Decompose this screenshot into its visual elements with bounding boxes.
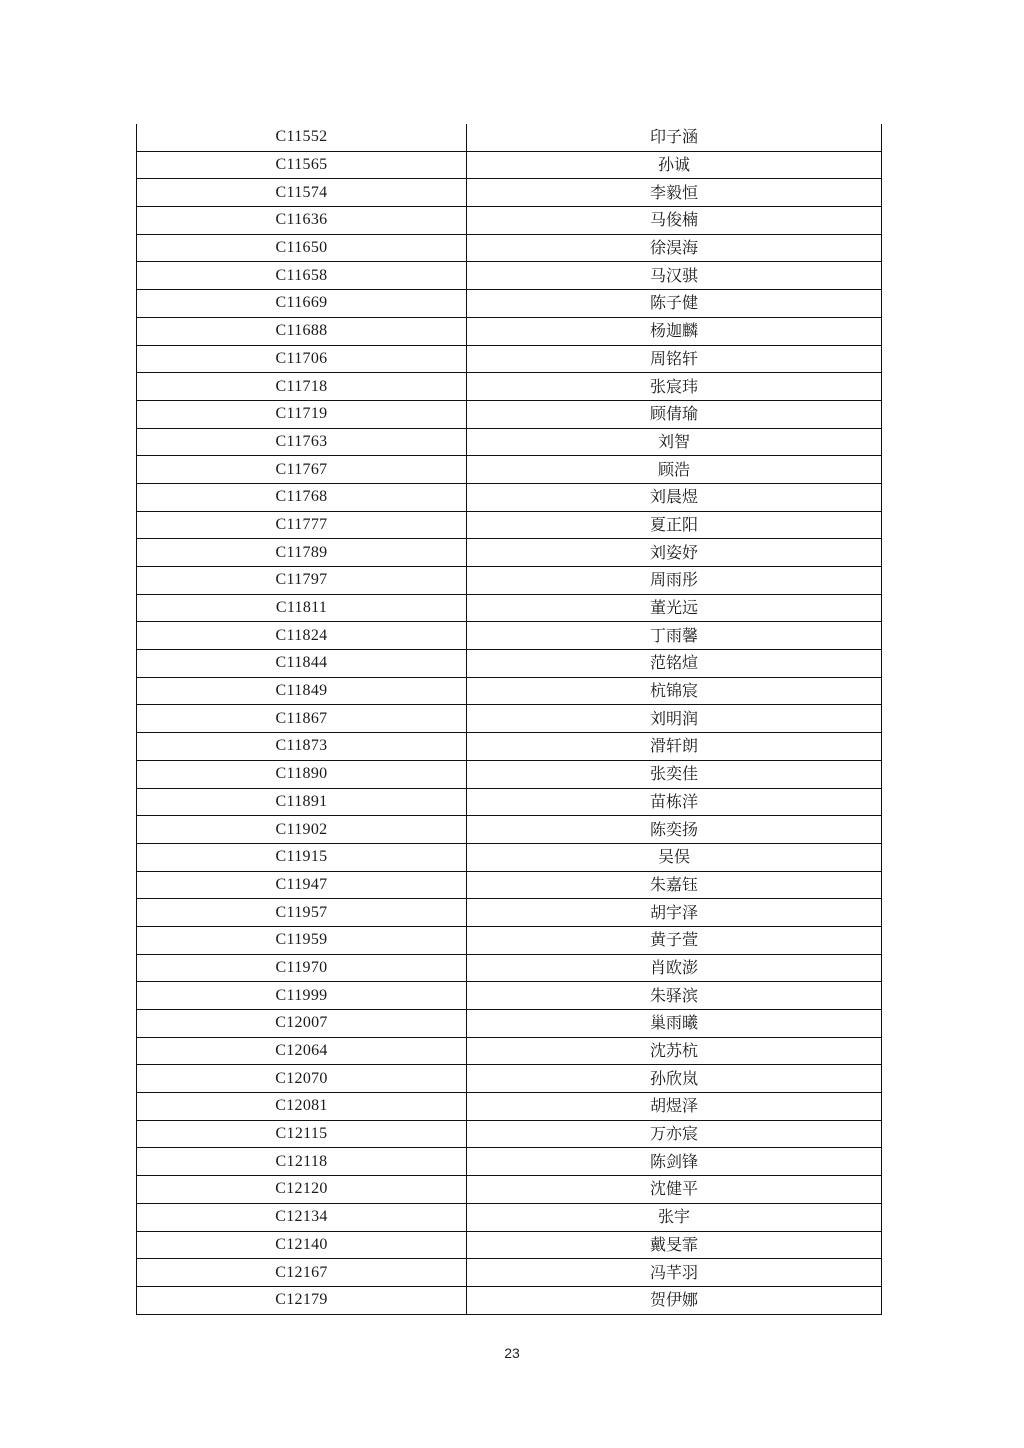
candidate-name-cell: 丁雨馨 — [467, 622, 882, 650]
table-row — [137, 1203, 882, 1231]
candidate-id-cell: C11957 — [137, 899, 467, 927]
candidate-name-cell: 印子涵 — [467, 124, 882, 151]
candidate-name-cell: 李毅恒 — [467, 179, 882, 207]
candidate-id-cell: C11777 — [137, 511, 467, 539]
candidate-name-cell: 夏正阳 — [467, 511, 882, 539]
table-row — [137, 179, 882, 207]
table-row — [137, 760, 882, 788]
candidate-id-cell: C11849 — [137, 677, 467, 705]
candidate-name-cell: 朱嘉钰 — [467, 871, 882, 899]
table-row — [137, 456, 882, 484]
candidate-id-cell: C12120 — [137, 1176, 467, 1204]
candidate-id-cell: C11999 — [137, 982, 467, 1010]
candidate-name-cell: 肖欧澎 — [467, 954, 882, 982]
candidate-id-cell: C12167 — [137, 1259, 467, 1287]
table-row — [137, 788, 882, 816]
candidate-id-cell: C11763 — [137, 428, 467, 456]
candidate-id-cell: C12064 — [137, 1037, 467, 1065]
table-row — [137, 1148, 882, 1176]
candidate-id-cell: C11891 — [137, 788, 467, 816]
table-row — [137, 650, 882, 678]
table-row — [137, 1231, 882, 1259]
table-row — [137, 373, 882, 401]
candidate-id-cell: C11768 — [137, 483, 467, 511]
candidate-id-cell: C12179 — [137, 1286, 467, 1314]
candidate-name-cell: 刘明润 — [467, 705, 882, 733]
table-row — [137, 899, 882, 927]
candidate-id-cell: C12134 — [137, 1203, 467, 1231]
candidate-id-cell: C11706 — [137, 345, 467, 373]
candidate-id-cell: C11767 — [137, 456, 467, 484]
roster-table-body — [137, 124, 882, 1314]
table-row — [137, 1176, 882, 1204]
candidate-id-cell: C12118 — [137, 1148, 467, 1176]
candidate-id-cell: C11658 — [137, 262, 467, 290]
candidate-id-cell: C12007 — [137, 1010, 467, 1038]
candidate-id-cell: C11873 — [137, 733, 467, 761]
candidate-id-cell: C11824 — [137, 622, 467, 650]
table-row — [137, 1120, 882, 1148]
candidate-name-cell: 冯芊羽 — [467, 1259, 882, 1287]
candidate-name-cell: 张奕佳 — [467, 760, 882, 788]
candidate-name-cell: 万亦宸 — [467, 1120, 882, 1148]
candidate-name-cell: 陈剑锋 — [467, 1148, 882, 1176]
table-row — [137, 982, 882, 1010]
candidate-name-cell: 孙欣岚 — [467, 1065, 882, 1093]
candidate-name-cell: 顾浩 — [467, 456, 882, 484]
table-row — [137, 151, 882, 179]
table-row — [137, 926, 882, 954]
candidate-id-cell: C11574 — [137, 179, 467, 207]
page-number: 23 — [504, 1345, 520, 1361]
candidate-id-cell: C11959 — [137, 926, 467, 954]
candidate-name-cell: 徐淏海 — [467, 234, 882, 262]
candidate-name-cell: 贺伊娜 — [467, 1286, 882, 1314]
candidate-name-cell: 陈子健 — [467, 290, 882, 318]
candidate-name-cell: 戴旻霏 — [467, 1231, 882, 1259]
candidate-id-cell: C11890 — [137, 760, 467, 788]
table-row — [137, 567, 882, 595]
table-row — [137, 677, 882, 705]
candidate-name-cell: 董光远 — [467, 594, 882, 622]
candidate-id-cell: C11844 — [137, 650, 467, 678]
candidate-id-cell: C11867 — [137, 705, 467, 733]
candidate-id-cell: C11552 — [137, 124, 467, 151]
candidate-name-cell: 胡宇泽 — [467, 899, 882, 927]
candidate-name-cell: 沈苏杭 — [467, 1037, 882, 1065]
candidate-id-cell: C11902 — [137, 816, 467, 844]
table-row — [137, 1093, 882, 1121]
table-row — [137, 400, 882, 428]
table-row — [137, 733, 882, 761]
candidate-id-cell: C11797 — [137, 567, 467, 595]
table-row — [137, 1259, 882, 1287]
candidate-id-cell: C11688 — [137, 317, 467, 345]
candidate-name-cell: 周雨彤 — [467, 567, 882, 595]
candidate-name-cell: 马汉骐 — [467, 262, 882, 290]
table-row — [137, 124, 882, 151]
candidate-id-cell: C11669 — [137, 290, 467, 318]
candidate-name-cell: 胡煜泽 — [467, 1093, 882, 1121]
candidate-id-cell: C12070 — [137, 1065, 467, 1093]
table-row — [137, 428, 882, 456]
table-row — [137, 1286, 882, 1314]
candidate-id-cell: C11636 — [137, 207, 467, 235]
table-row — [137, 1037, 882, 1065]
table-row — [137, 594, 882, 622]
candidate-id-cell: C12140 — [137, 1231, 467, 1259]
candidate-name-cell: 朱驿滨 — [467, 982, 882, 1010]
candidate-name-cell: 杭锦宸 — [467, 677, 882, 705]
candidate-name-cell: 顾倩瑜 — [467, 400, 882, 428]
candidate-name-cell: 马俊楠 — [467, 207, 882, 235]
table-row — [137, 843, 882, 871]
candidate-name-cell: 刘智 — [467, 428, 882, 456]
candidate-name-cell: 张宇 — [467, 1203, 882, 1231]
candidate-name-cell: 吴俣 — [467, 843, 882, 871]
table-row — [137, 1010, 882, 1038]
candidate-name-cell: 范铭煊 — [467, 650, 882, 678]
candidate-id-cell: C11650 — [137, 234, 467, 262]
candidate-id-cell: C11718 — [137, 373, 467, 401]
table-row — [137, 317, 882, 345]
table-row — [137, 1065, 882, 1093]
candidate-name-cell: 周铭轩 — [467, 345, 882, 373]
candidate-id-cell: C12115 — [137, 1120, 467, 1148]
table-row — [137, 290, 882, 318]
candidate-name-cell: 黄子萱 — [467, 926, 882, 954]
candidate-id-cell: C11915 — [137, 843, 467, 871]
candidate-name-cell: 孙诚 — [467, 151, 882, 179]
table-row — [137, 262, 882, 290]
table-row — [137, 511, 882, 539]
candidate-name-cell: 沈健平 — [467, 1176, 882, 1204]
table-row — [137, 539, 882, 567]
candidate-name-cell: 巢雨曦 — [467, 1010, 882, 1038]
table-row — [137, 234, 882, 262]
candidate-name-cell: 张宸玮 — [467, 373, 882, 401]
candidate-name-cell: 陈奕扬 — [467, 816, 882, 844]
candidate-id-cell: C12081 — [137, 1093, 467, 1121]
table-row — [137, 483, 882, 511]
table-row — [137, 207, 882, 235]
roster-table — [136, 124, 882, 1315]
table-row — [137, 622, 882, 650]
candidate-name-cell: 滑轩朗 — [467, 733, 882, 761]
candidate-name-cell: 苗栋洋 — [467, 788, 882, 816]
table-row — [137, 816, 882, 844]
candidate-id-cell: C11565 — [137, 151, 467, 179]
table-row — [137, 705, 882, 733]
candidate-id-cell: C11789 — [137, 539, 467, 567]
candidate-name-cell: 刘晨煜 — [467, 483, 882, 511]
table-row — [137, 871, 882, 899]
candidate-id-cell: C11947 — [137, 871, 467, 899]
table-row — [137, 345, 882, 373]
candidate-name-cell: 刘姿妤 — [467, 539, 882, 567]
table-row — [137, 954, 882, 982]
candidate-id-cell: C11719 — [137, 400, 467, 428]
candidate-id-cell: C11970 — [137, 954, 467, 982]
candidate-name-cell: 杨迦麟 — [467, 317, 882, 345]
candidate-id-cell: C11811 — [137, 594, 467, 622]
